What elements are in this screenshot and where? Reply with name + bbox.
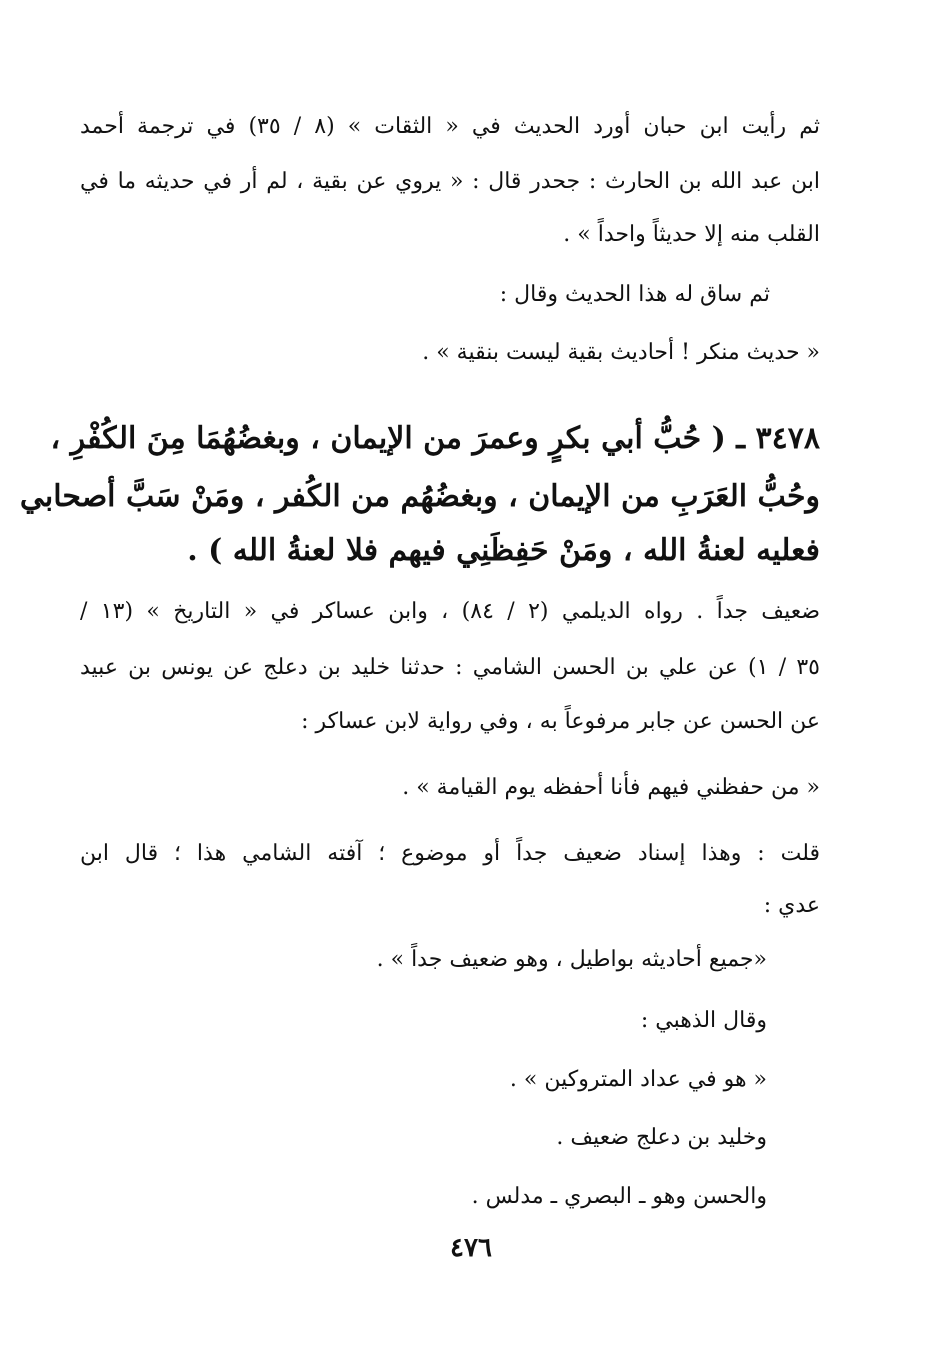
quote1: « حديث منكر ! أحاديث بقية ليست بنقية » .: [422, 340, 820, 365]
hadith-line2: وحُبُّ العَرَبِ من الإيمان ، وبغضُهُم من الكُفر ، ومَنْ سَبَّ أصحابي: [19, 479, 820, 514]
paragraph7: والحسن وهو ـ البصري ـ مدلس .: [471, 1184, 767, 1209]
paragraph1-line3: القلب منه إلا حديثاً واحداً » .: [563, 222, 820, 247]
paragraph4-line1: قلت : وهذا إسناد ضعيف جداً أو موضوع ؛ آفته الشامي هذا ؛ قال ابن: [80, 841, 820, 866]
paragraph6: وخليد بن دعلج ضعيف .: [556, 1125, 767, 1150]
paragraph1-line2: ابن عبد الله بن الحارث : جحدر قال : « يروي عن بقية ، لم أر في حديثه ما في: [80, 169, 820, 194]
paragraph3-line3: عن الحسن عن جابر مرفوعاً به ، وفي رواية لابن عساكر :: [301, 709, 820, 734]
hadith-line1: ٣٤٧٨ ـ ( حُبُّ أبي بكرٍ وعمرَ من الإيمان ، وبغضُهُمَا مِنَ الكُفْرِ ،: [50, 421, 820, 456]
quote2: « من حفظني فيهم فأنا أحفظه يوم القيامة » .: [402, 775, 820, 800]
paragraph3-line1: ضعيف جداً . رواه الديلمي (٢ / ٨٤) ، وابن عساكر في « التاريخ » (١٣ /: [80, 599, 821, 624]
paragraph5: وقال الذهبي :: [640, 1008, 767, 1033]
paragraph2: ثم ساق له هذا الحديث وقال :: [499, 282, 770, 307]
paragraph1-line1: ثم رأيت ابن حبان أورد الحديث في « الثقات » (٨ / ٣٥) في ترجمة أحمد: [80, 114, 820, 139]
paragraph4-line2: عدي :: [763, 893, 820, 918]
quote4: « هو في عداد المتروكين » .: [509, 1067, 767, 1092]
hadith-line3: فعليه لعنةُ الله ، ومَنْ حَفِظَنِي فيهم فلا لعنةُ الله ) .: [187, 533, 820, 568]
quote3: «جميع أحاديثه بواطيل ، وهو ضعيف جداً » .: [376, 947, 767, 972]
page-number: ٤٧٦: [450, 1233, 492, 1263]
paragraph3-line2: ٣٥ / ١) عن علي بن الحسن الشامي : حدثنا خليد بن دعلج عن يونس بن عبيد: [80, 655, 820, 680]
